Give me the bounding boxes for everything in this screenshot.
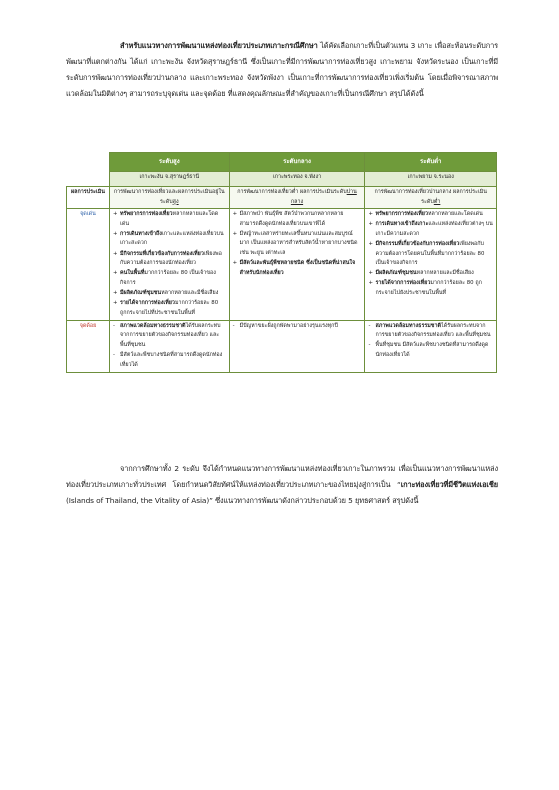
bullet-bold-text: สภาพแวดล้อมทางธรรมชาติ	[120, 322, 186, 329]
bullet-bold-text: ทรัพยากรการท่องเที่ยว	[120, 211, 173, 218]
bullet-marker: +	[232, 230, 238, 237]
bullet-marker: +	[368, 240, 373, 247]
table-corner	[67, 153, 110, 172]
bullet-text: เพียงพอกับความต้องการโดยคนในพื้นที่มากกว่าร้อยละ 80 เป็นเจ้าของกิจการ	[375, 240, 485, 267]
bullet-bold-text: มีกิจกรรมที่เกี่ยวข้องกับการท่องเที่ยว	[375, 240, 460, 247]
bullet-item	[368, 210, 493, 220]
bullet-bold-text: ทรัพยากรการท่องเที่ยว	[375, 211, 428, 218]
strength-list	[368, 210, 493, 298]
bullet-marker: +	[113, 211, 118, 218]
bullet-item	[233, 210, 362, 229]
place-corner	[67, 172, 110, 187]
bullet-bold-text: มีผลิตภัณฑ์ชุมชน	[375, 270, 417, 277]
basis-cell	[229, 187, 365, 209]
weakness-list	[368, 322, 493, 361]
bullet-marker: -	[113, 322, 115, 329]
bullet-text: เพียงพอกับความต้องการของนักท่องเที่ยว	[120, 250, 222, 267]
bullet-item	[368, 269, 493, 279]
bullet-text: หลากหลายและมีชื่อเสียง	[161, 289, 219, 296]
weakness-row	[67, 320, 497, 372]
level-medium: ระดับกลาง	[229, 153, 365, 172]
bullet-marker: +	[113, 300, 118, 307]
bullet-bold-text: การเดินทางเข้าถึง	[120, 230, 162, 237]
bullet-item	[233, 322, 362, 332]
place-phayam: เกาะพยาม จ.ระนอง	[365, 172, 497, 187]
bullet-item	[368, 220, 493, 239]
bullet-marker: +	[232, 260, 238, 267]
basis-level: สูง	[172, 198, 179, 205]
weakness-label: จุดด้อย	[67, 320, 110, 372]
strength-list	[233, 210, 362, 278]
level-low: ระดับต่ำ	[365, 153, 497, 172]
conclusion-text: จากการศึกษาทั้ง 2 ระดับ จึงได้กำหนดแนวทางการพัฒนาแหล่งท่องเที่ยวเกาะในภาพรวม เพื่อเป็นแนวทางการพัฒนาแหล่งท่องเที่ยวประเภทเกาะทั่วประเทศ โดยกำหนดวิสัยทัศน์ให้แหล่งท่องเที่ยวประเภทเกาะของไทยมุ่งสู่การเป็น “	[66, 464, 498, 489]
bullet-marker: +	[368, 270, 373, 277]
comparison-table	[66, 152, 497, 373]
bullet-bold-text: การเดินทางเข้าถึงเกาะ	[375, 221, 429, 228]
bullet-item	[368, 240, 493, 269]
bullet-marker: -	[232, 322, 235, 329]
bullet-item	[113, 210, 226, 229]
intro-text: ได้คัดเลือกเกาะที่เป็นตัวแทน 3 เกาะ เพื่อสะท้อนระดับการพัฒนาที่แตกต่างกัน ได้แก่ เกาะพะงัน จังหวัดสุราษฎร์ธานี ซึ่งเป็นเกาะที่มีการพัฒนาการท่องเที่ยวสูง เกาะพยาม จังหวัดระนอง เป็นเกาะที่มีระดับการพัฒนาการท่องเที่ยวปานกลาง และเกาะพระทอง จังหวัดพังงา เป็นเกาะที่การพัฒนาการท่องเที่ยวเพิ่งเริ่มต้น โดยเมื่อพิจารณาสภาพแวดล้อมในมิติต่างๆ สามารถระบุจุดเด่น และจุดด้อย ที่แสดงคุณลักษณะที่สำคัญของเกาะที่เป็นกรณีศึกษา สรุปได้ดังนี้	[66, 41, 498, 98]
bullet-marker: +	[368, 221, 373, 228]
bullet-item	[113, 269, 226, 288]
weaknesses-medium	[229, 320, 365, 372]
bullet-item	[233, 259, 362, 278]
strengths-medium	[229, 209, 365, 321]
weakness-list	[113, 322, 226, 370]
bullet-text: ได้รับผลกระทบจากการขยายตัวของกิจกรรมท่องเที่ยว และพื้นที่ชุมชน	[375, 322, 491, 339]
level-header-row	[67, 153, 497, 172]
bullet-text: พื้นที่ชุมชน มีสัตว์และพืชบางชนิดที่สามารถดึงดูดนักท่องเที่ยวได้	[375, 342, 489, 358]
bullet-bold-text: คนในพื้นที่	[120, 270, 145, 277]
bullet-bold-text: รายได้จากการท่องเที่ยว	[375, 280, 431, 287]
bullet-text: มีหญ้าทะเลสาหร่ายทะเลขึ้นหนาแน่นและสมบูรณ์มาก เป็นแหล่งอาหารสำหรับสัตว์น้ำหายากบางชนิด เช่น พะยูน เต่าทะเล	[239, 230, 358, 257]
bullet-text: มีปัญหาขยะฝั่งถูกพัดพามาอย่างรุนแรงทุกปี	[239, 322, 338, 329]
basis-text: การพัฒนาการท่องเที่ยวและผลการประเมินอยู่ในระดับ	[113, 189, 225, 205]
basis-text: การพัฒนาการท่องเที่ยวปานกลาง ผลการประเมินระดับ	[374, 189, 487, 205]
bullet-bold-text: รายได้จากการท่องเที่ยว	[120, 300, 175, 307]
bullet-text: มากกว่าร้อยละ 80 ถูกกระจายไปที่ประชาชนในพื้นที่	[120, 300, 219, 316]
place-phrathong: เกาะพระทอง จ.พังงา	[229, 172, 365, 187]
intro-lead: สำหรับแนวทางการพัฒนาแหล่งท่องเที่ยวประเภทเกาะกรณีศึกษา	[120, 41, 318, 50]
weaknesses-low	[365, 320, 497, 372]
bullet-item	[368, 279, 493, 298]
bullet-text: มากกว่าร้อยละ 80 เป็นเจ้าของกิจการ	[120, 270, 216, 286]
bullet-text: มีสัตว์และพืชบางชนิดที่สามารถดึงดูดนักท่องเที่ยวได้	[120, 352, 223, 368]
bullet-marker: +	[368, 280, 373, 287]
bullet-item	[233, 230, 362, 259]
bullet-item	[113, 230, 226, 249]
bullet-text: มากกว่าร้อยละ 80 ถูกกระจายไปยังประชาชนในพื้นที่	[375, 280, 482, 296]
basis-row	[67, 187, 497, 209]
bullet-marker: +	[368, 211, 373, 218]
bullet-marker: +	[232, 211, 238, 218]
bullet-text: ได้รับผลกระทบจากการขยายตัวของกิจกรรมท่องเที่ยว และพื้นที่ชุมชน	[120, 322, 221, 348]
bullet-item	[113, 250, 226, 269]
bullet-bold-text: มีผลิตภัณฑ์ชุมชน	[120, 289, 162, 296]
bullet-marker: +	[113, 250, 118, 257]
bullet-item	[113, 289, 226, 299]
strength-list	[113, 210, 226, 318]
bullet-item	[113, 351, 226, 370]
bullet-bold-text: สภาพแวดล้อมทางธรรมชาติ	[375, 322, 441, 329]
bullet-item	[113, 299, 226, 318]
conclusion-paragraph	[66, 461, 498, 509]
weakness-list	[233, 322, 362, 332]
strength-label: จุดเด่น	[67, 209, 110, 321]
weaknesses-high	[110, 320, 230, 372]
basis-text: การพัฒนาการท่องเที่ยวต่ำ ผลการประเมินระดับ	[237, 189, 347, 195]
basis-level: ปานกลาง	[290, 189, 357, 205]
place-row	[67, 172, 497, 187]
bullet-item	[368, 322, 493, 341]
basis-level: ต่ำ	[433, 198, 441, 205]
bullet-marker: -	[368, 342, 371, 349]
bullet-text: และแหล่งท่องเที่ยวต่างๆ บนเกาะมีความสะดวก	[375, 221, 493, 237]
bullet-bold-text: มีกิจกรรมที่เกี่ยวข้องกับการท่องเที่ยว	[120, 250, 204, 257]
bullet-marker: +	[113, 289, 118, 296]
bullet-marker: +	[113, 230, 118, 237]
basis-cell	[110, 187, 230, 209]
bullet-marker: -	[368, 322, 371, 329]
bullet-text: หลากหลายและมีชื่อเสียง	[416, 270, 474, 277]
level-high: ระดับสูง	[110, 153, 230, 172]
bullet-marker: -	[113, 352, 115, 358]
bullet-text: เกาะและแหล่งท่องเที่ยวบนเกาะสะดวก	[120, 230, 224, 247]
vision-english: (Islands of Thailand, the Vitality of Asia)	[66, 496, 210, 505]
bullet-text: หลากหลายและโดดเด่น	[120, 211, 219, 227]
strengths-low	[365, 209, 497, 321]
bullet-item	[368, 341, 493, 360]
intro-paragraph	[66, 38, 498, 102]
strength-row	[67, 209, 497, 321]
vision-title: เกาะท่องเที่ยวที่มีชีวิตแห่งเอเชีย	[400, 480, 498, 489]
conclusion-text-end: ” ซึ่งแนวทางการพัฒนาดังกล่าวประกอบด้วย 5 ยุทธศาสตร์ สรุปดังนี้	[209, 496, 419, 505]
basis-label: ผลการประเมิน	[67, 187, 110, 209]
place-phangan: เกาะพะงัน จ.สุราษฎร์ธานี	[110, 172, 230, 187]
bullet-text: มีสภาพป่า พันธุ์พืช สัตว์ป่าพวกนกหลากหลาย สามารถดึงดูดนักท่องเที่ยวบนเขาพีได้	[239, 211, 344, 227]
bullet-item	[113, 322, 226, 351]
bullet-marker: +	[113, 270, 118, 277]
bullet-text: หลากหลายและโดดเด่น	[427, 211, 483, 218]
strengths-high	[110, 209, 230, 321]
bullet-bold-text: มีสัตว์และพันธุ์พืชหลายชนิด ซึ่งเป็นชนิดที่น่าสนใจสำหรับนักท่องเที่ยว	[239, 260, 356, 276]
basis-cell	[365, 187, 497, 209]
